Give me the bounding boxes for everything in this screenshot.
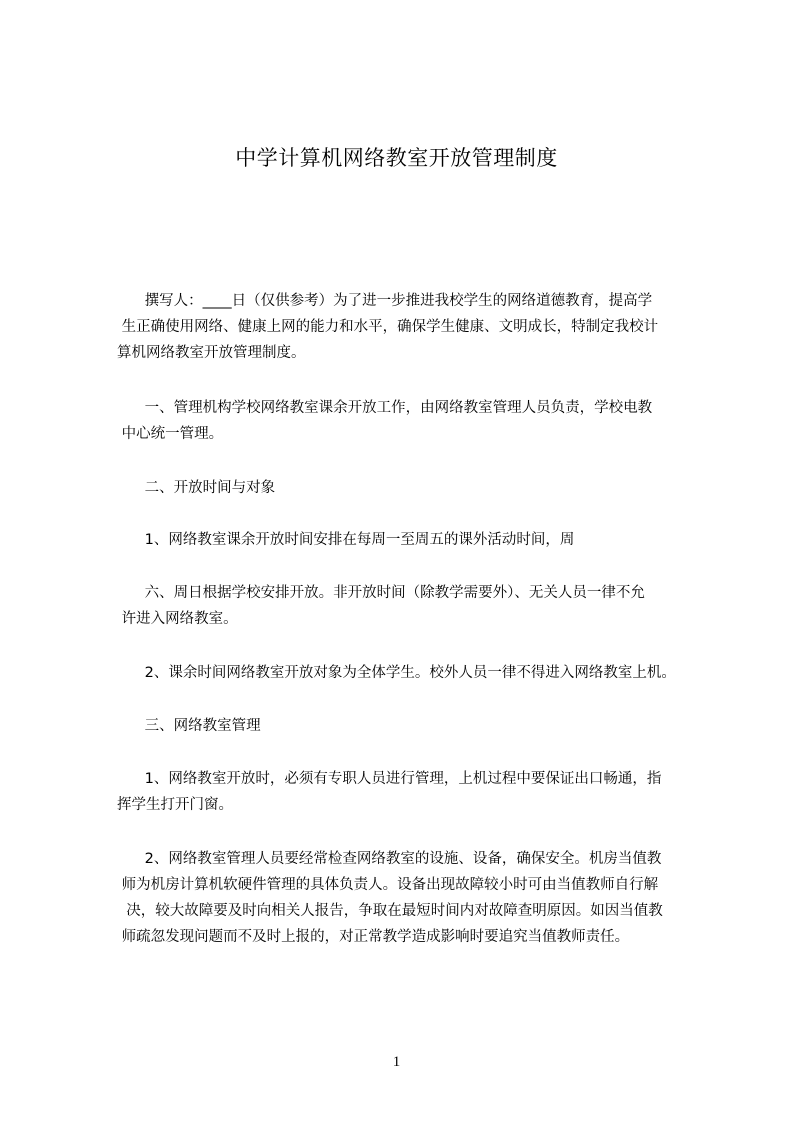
paragraph-line: 师疏忽发现问题而不及时上报的，对正常教学造成影响时要追究当值教师责任。 <box>117 929 630 945</box>
paragraph-line: 1、网络教室开放时，必须有专职人员进行管理，上机过程中要保证出口畅通，指 <box>117 771 662 787</box>
paragraph-section-2-item-1-cont <box>117 580 717 632</box>
paragraph-intro <box>117 288 717 366</box>
document-title: 中学计算机网络教室开放管理制度 <box>235 146 558 170</box>
paragraph-section-3-item-1 <box>117 766 717 818</box>
page-number: 1 <box>392 1054 401 1070</box>
heading-section-2 <box>117 475 717 501</box>
paragraph-section-1 <box>117 395 717 447</box>
paragraph-line: 三、网络教室管理 <box>117 718 261 734</box>
paragraph-line: 中心统一管理。 <box>117 426 224 442</box>
paragraph-line: 1、网络教室课余开放时间安排在每周一至周五的课外活动时间，周 <box>117 532 575 548</box>
paragraph-line: 撰写人：____日（仅供参考）为了进一步推进我校学生的网络道德教育，提高学 <box>117 293 653 309</box>
paragraph-line: 一、管理机构学校网络教室课余开放工作，由网络教室管理人员负责，学校电教 <box>117 400 653 416</box>
paragraph-line: 六、周日根据学校安排开放。非开放时间（除教学需要外）、无关人员一律不允 <box>117 585 645 601</box>
heading-section-3 <box>117 713 717 739</box>
paragraph-section-3-item-2 <box>117 846 717 950</box>
paragraph-line: 生正确使用网络、健康上网的能力和水平，确保学生健康、文明成长，特制定我校计 <box>117 319 659 335</box>
paragraph-line: 决，较大故障要及时向相关人报告，争取在最短时间内对故障查明原因。如因当值教 <box>117 903 663 919</box>
paragraph-section-2-item-1 <box>117 527 717 553</box>
paragraph-line: 师为机房计算机软硬件管理的具体负责人。设备出现故障较小时可由当值教师自行解 <box>117 877 659 893</box>
paragraph-line: 挥学生打开门窗。 <box>117 797 233 813</box>
paragraph-line: 2、网络教室管理人员要经常检查网络教室的设施、设备，确保安全。机房当值教 <box>117 851 662 867</box>
paragraph-line: 许进入网络教室。 <box>117 611 238 627</box>
paragraph-section-2-item-2 <box>117 660 717 686</box>
paragraph-line: 算机网络教室开放管理制度。 <box>117 345 306 361</box>
paragraph-line: 2、课余时间网络教室开放对象为全体学生。校外人员一律不得进入网络教室上机。 <box>117 665 676 681</box>
paragraph-line: 二、开放时间与对象 <box>117 480 276 496</box>
